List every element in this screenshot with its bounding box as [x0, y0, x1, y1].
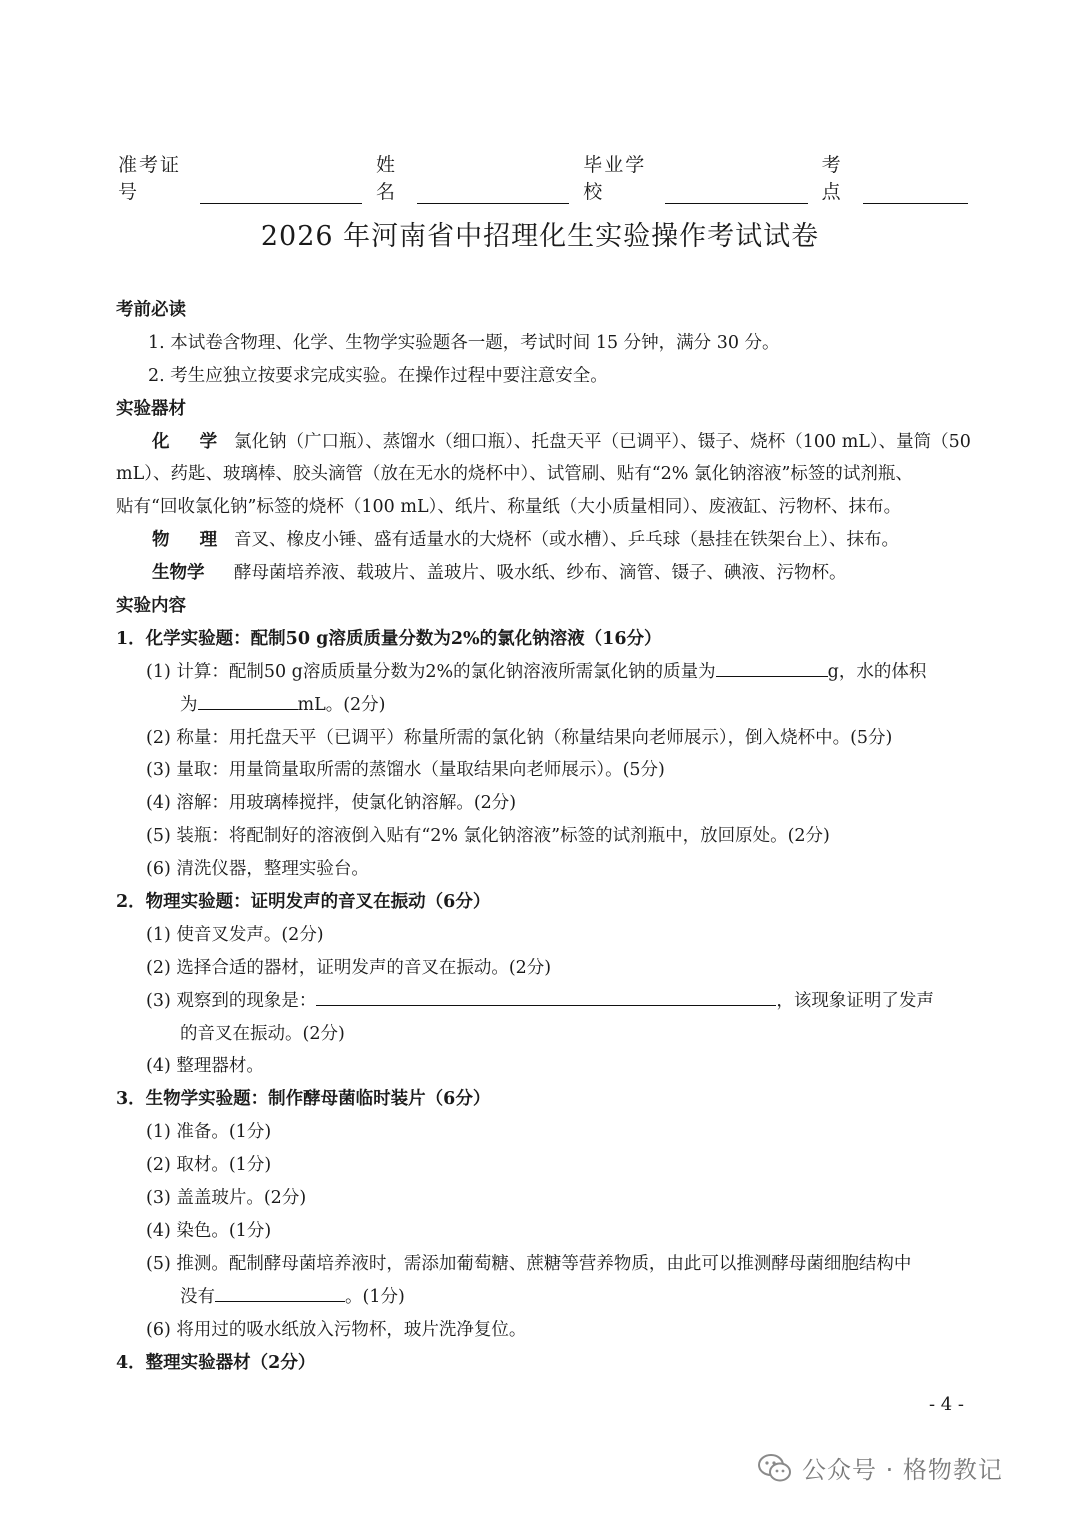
exam-id-blank: [200, 181, 362, 204]
step-text: 。(1分): [345, 1286, 405, 1307]
question-3-step-5-cont: [116, 1281, 966, 1314]
answer-blank-structure[interactable]: [215, 1281, 345, 1302]
question-2-step-3: [116, 985, 966, 1018]
answer-blank-volume[interactable]: [198, 689, 298, 710]
step-text: 为: [180, 694, 198, 715]
question-1-step-3: (3) 量取：用量筒量取所需的蒸馏水（量取结果向老师展示）。(5分): [146, 760, 665, 781]
question-1-step-4: (4) 溶解：用玻璃棒搅拌，使氯化钠溶解。(2分): [146, 793, 517, 814]
step-text: ，该现象证明了发声: [776, 990, 934, 1011]
question-2-step-3-cont: 的音叉在振动。(2分): [180, 1023, 345, 1044]
school-label: 毕业学校: [583, 154, 647, 203]
notice-item: 2. 考生应独立按要求完成实验。在操作过程中要注意安全。: [148, 365, 608, 386]
page-number: - 4 -: [928, 1394, 964, 1415]
site-blank: [863, 181, 968, 204]
watermark: [758, 1450, 1003, 1485]
exam-body: [116, 294, 971, 1379]
exam-header: [118, 150, 968, 204]
site-label: 考点: [821, 154, 843, 203]
step-text: (3) 观察到的现象是：: [146, 990, 317, 1011]
name-blank: [417, 181, 569, 204]
phys-materials-text: 音叉、橡皮小锤、盛有适量水的大烧杯（或水槽）、乒乓球（悬挂在铁架台上）、抹布。: [234, 530, 899, 551]
watermark-text: 公众号 · 格物教记: [802, 1456, 1003, 1484]
answer-blank-phenomenon[interactable]: [316, 985, 776, 1006]
chem-materials-text: mL）、药匙、玻璃棒、胶头滴管（放在无水的烧杯中）、试管刷、贴有“2% 氯化钠溶液”标签的试剂瓶、: [116, 464, 913, 485]
page-title: 2026 年河南省中招理化生实验操作考试试卷: [260, 221, 820, 252]
question-3-step-1: (1) 准备。(1分): [146, 1122, 272, 1143]
question-3-step-2: (2) 取材。(1分): [146, 1155, 272, 1176]
question-2-step-2: (2) 选择合适的器材，证明发声的音叉在振动。(2分): [146, 957, 552, 978]
notice-heading: 考前必读: [116, 300, 186, 320]
chem-materials-text: 贴有“回收氯化钠”标签的烧杯（100 mL）、纸片、称量纸（大小质量相同）、废液缸、污物杯、抹布。: [116, 497, 902, 518]
question-3-step-3: (3) 盖盖玻片。(2分): [146, 1188, 307, 1209]
chem-materials-text: 氯化钠（广口瓶）、蒸馏水（细口瓶）、托盘天平（已调平）、镊子、烧杯（100 mL）、量筒（50: [234, 431, 971, 452]
name-label: 姓名: [375, 154, 397, 203]
content-heading: 实验内容: [116, 596, 186, 617]
answer-blank-mass[interactable]: [716, 656, 828, 677]
question-2-step-4: (4) 整理器材。: [146, 1056, 264, 1077]
step-text: 没有: [180, 1286, 215, 1307]
chem-label: 化 学: [152, 431, 230, 452]
materials-heading: 实验器材: [116, 398, 186, 419]
bio-label: 生物学: [152, 563, 205, 584]
exam-id-label: 准考证号: [118, 154, 182, 203]
school-blank: [665, 181, 807, 204]
bio-materials-line: [116, 557, 966, 590]
notice-item: 1. 本试卷含物理、化学、生物学实验题各一题，考试时间 15 分钟，满分 30 分。: [148, 332, 780, 353]
step-text: mL。(2分): [297, 694, 386, 715]
question-2-title: 2．物理实验题：证明发声的音叉在振动（6分）: [116, 892, 491, 913]
wechat-icon: [758, 1453, 792, 1483]
question-1-step-6: (6) 清洗仪器，整理实验台。: [146, 859, 369, 880]
question-3-step-5: (5) 推测。配制酵母菌培养液时，需添加葡萄糖、蔗糖等营养物质，由此可以推测酵母菌细胞结构中: [146, 1253, 912, 1274]
question-1-step-1: [116, 656, 966, 689]
question-4-title: 4．整理实验器材（2分）: [116, 1352, 316, 1373]
phys-materials-line: [116, 524, 966, 557]
question-3-title: 3．生物学实验题：制作酵母菌临时装片（6分）: [116, 1089, 491, 1110]
question-1-title: 1．化学实验题：配制50 g溶质质量分数为2%的氯化钠溶液（16分）: [116, 628, 662, 649]
question-1-step-5: (5) 装瓶：将配制好的溶液倒入贴有“2% 氯化钠溶液”标签的试剂瓶中，放回原处。(2分): [146, 826, 830, 847]
question-3-step-4: (4) 染色。(1分): [146, 1220, 272, 1241]
bio-materials-text: 酵母菌培养液、载玻片、盖玻片、吸水纸、纱布、滴管、镊子、碘液、污物杯。: [234, 563, 847, 584]
step-text: (1) 计算：配制50 g溶质质量分数为2%的氯化钠溶液所需氯化钠的质量为: [146, 661, 716, 682]
question-1-step-1-cont: [116, 689, 966, 722]
phys-label: 物 理: [152, 530, 230, 551]
question-3-step-6: (6) 将用过的吸水纸放入污物杯，玻片洗净复位。: [146, 1319, 527, 1340]
chem-materials-line: [116, 426, 971, 459]
question-2-step-1: (1) 使音叉发声。(2分): [146, 924, 324, 945]
step-text: g，水的体积: [827, 661, 927, 682]
question-1-step-2: (2) 称量：用托盘天平（已调平）称量所需的氯化钠（称量结果向老师展示），倒入烧杯中。(5分): [146, 727, 893, 748]
